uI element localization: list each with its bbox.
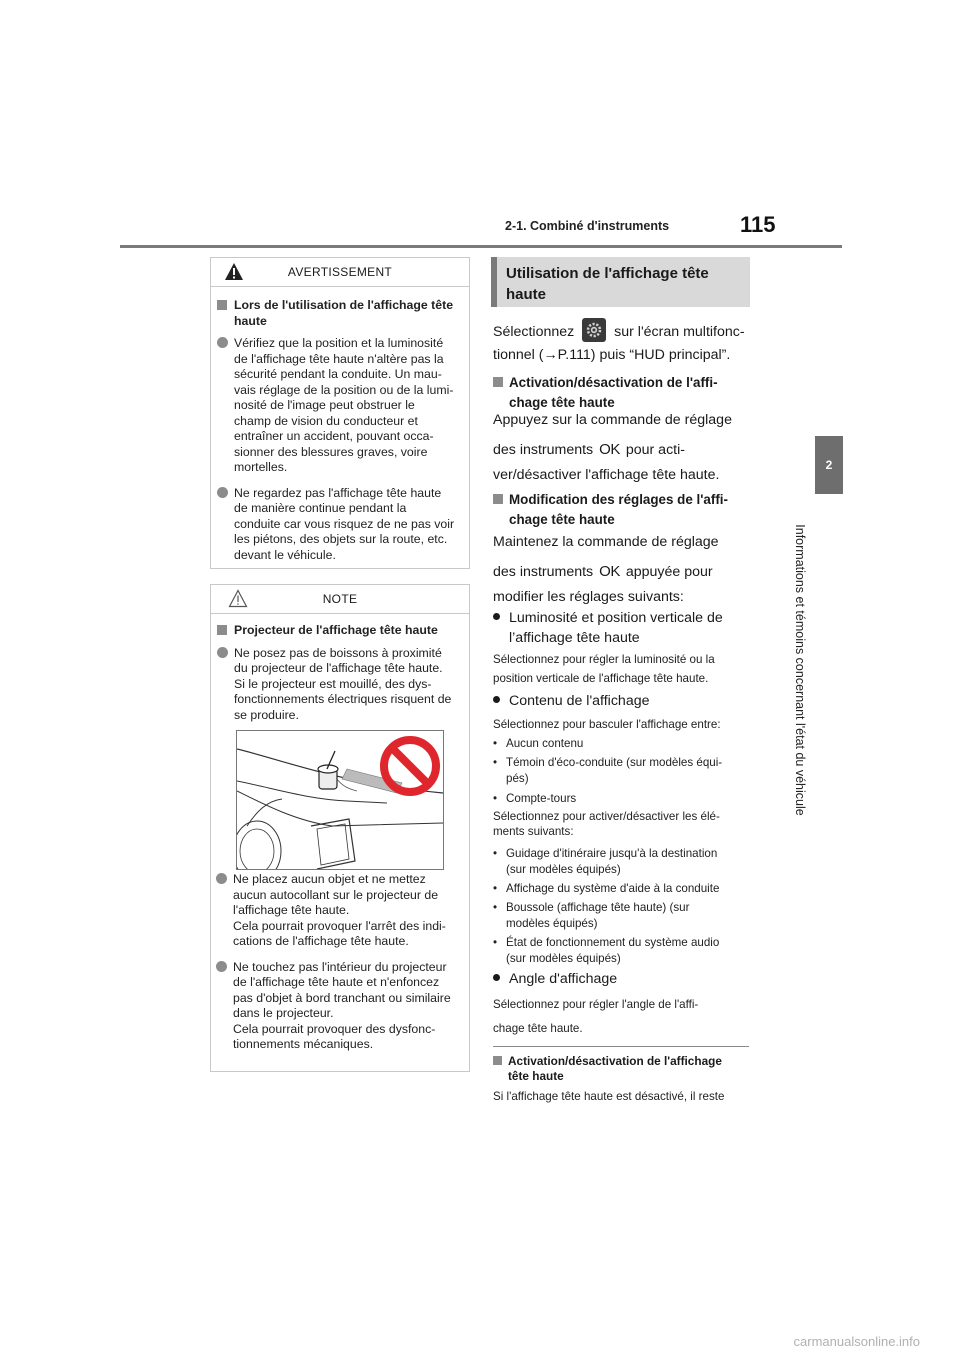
note-item: Ne touchez pas l'intérieur du projecteur de l'affichage tête haute et n'enfoncez pas d'objet à bord tranchant ou similaire dans le projecteur. Cela pourrait provoquer des dysfonc- tionnements mécaniques. <box>216 960 464 1053</box>
activation-text-3: ver/désactiver l'affichage tête haute. <box>493 467 720 483</box>
square-bullet-icon <box>493 377 503 387</box>
note-heading: Projecteur de l'affichage tête haute <box>217 623 463 639</box>
footer-watermark: carmanualsonline.info <box>793 1334 920 1349</box>
subheading-activation: Activation/désactivation de l'affi- chage tête haute <box>493 373 718 413</box>
option-brightness: Luminosité et position verticale de l’affichage tête haute <box>493 608 723 648</box>
content-bullet: • Affichage du système d'aide à la conduite <box>493 881 719 897</box>
square-bullet-icon <box>493 494 503 504</box>
warning-item: Ne regardez pas l'affichage tête haute de manière continue pendant la conduite car vous risquez de ne pas voir les piétons, des objets sur la route, etc. devant le véhicule. <box>217 486 463 564</box>
content-bullet: • Aucun contenu <box>493 736 583 752</box>
dot-bullet-icon <box>493 613 500 620</box>
content-bullet: • Boussole (affichage tête haute) (sur modèles équipés) <box>493 900 689 932</box>
dot-bullet-icon <box>493 696 500 703</box>
ok-button-icon: OK <box>599 441 620 458</box>
warning-box-title: AVERTISSEMENT <box>287 265 393 279</box>
round-bullet-icon <box>217 487 228 498</box>
note-box-header <box>211 585 469 614</box>
option-angle-text: Sélectionnez pour régler l'angle de l'affi- chage tête haute. <box>493 998 699 1035</box>
option-brightness-text: Sélectionnez pour régler la luminosité ou la position verticale de l'affichage tête haute. <box>493 653 715 685</box>
modification-text-3: modifier les réglages suivants: <box>493 589 684 605</box>
round-bullet-icon <box>217 337 228 348</box>
no-drinks-near-projector-illustration <box>236 730 444 870</box>
note-item: Ne placez aucun objet et ne mettez aucun autocollant sur le projecteur de l'affichage tête haute. Cela pourrait provoquer l'arrêt des indi- cations de l'affichage tête haute. <box>216 872 464 950</box>
settings-gear-icon <box>582 318 606 342</box>
round-bullet-icon <box>216 873 227 884</box>
section-breadcrumb: 2-1. Combiné d'instruments <box>505 219 670 233</box>
warning-item: Vérifiez que la position et la luminosité de l'affichage tête haute n'altère pas la sécurité pendant la conduite. Un mau- vais réglage de la position ou de la lumi- nosité de l'image peut obstruer le champ de vision du conducteur et entraîner un accident, pouvant occa- sionner des blessures graves, voire mortelles. <box>217 336 463 476</box>
activation-text-1: Appuyez sur la commande de réglage <box>493 412 732 428</box>
note-item: Ne posez pas de boissons à proximité du projecteur de l'affichage tête haute. Si le projecteur est mouillé, des dys- fonctionnements électriques risquent de se produire. <box>217 646 463 724</box>
intro-line-2: tionnel (→P.111) puis “HUD principal”. <box>493 347 731 363</box>
note-text: Si l'affichage tête haute est désactivé, il reste <box>493 1090 725 1103</box>
section-title-bar <box>491 257 750 307</box>
content-bullet: • Compte-tours <box>493 791 576 807</box>
illustration-drawing <box>237 731 443 869</box>
round-bullet-icon <box>217 647 228 658</box>
chapter-tab[interactable]: 2 <box>815 436 843 494</box>
option-angle: Angle d'affichage <box>493 969 617 989</box>
option-content: Contenu de l'affichage <box>493 691 650 711</box>
warning-box <box>210 257 470 569</box>
round-bullet-icon <box>216 961 227 972</box>
square-bullet-icon <box>217 625 227 635</box>
activation-text-2: des instruments OK pour acti- <box>493 436 685 464</box>
header-divider <box>120 245 842 248</box>
subheading-modification: Modification des réglages de l'affi- chage tête haute <box>493 490 728 530</box>
square-bullet-icon <box>493 1056 502 1065</box>
section-title: Utilisation de l'affichage tête haute <box>506 265 709 303</box>
content-bullet: • Guidage d'itinéraire jusqu'à la destination (sur modèles équipés) <box>493 846 717 878</box>
note-box-lower <box>216 872 464 1053</box>
warning-box-header <box>211 258 469 287</box>
ok-button-icon: OK <box>599 563 620 580</box>
option-content-text-2: Sélectionnez pour activer/désactiver les élé- ments suivants: <box>493 810 720 838</box>
square-bullet-icon <box>217 300 227 310</box>
modification-text-1: Maintenez la commande de réglage <box>493 534 719 550</box>
dot-bullet-icon <box>493 974 500 981</box>
chapter-title-vertical <box>790 500 810 840</box>
content-bullet: • État de fonctionnement du système audio (sur modèles équipés) <box>493 935 719 967</box>
chapter-title-text: Informations et témoins concernant l'état du véhicule <box>793 524 807 816</box>
intro-line-1: Sélectionnez sur l'écran multifonc- <box>493 318 745 346</box>
note-separator <box>493 1046 749 1047</box>
note-heading-activation: Activation/désactivation de l'affichage tête haute <box>493 1054 722 1084</box>
content-bullet: • Témoin d'éco-conduite (sur modèles équi- pés) <box>493 755 722 787</box>
modification-text-2: des instruments OK appuyée pour <box>493 558 713 586</box>
option-content-text: Sélectionnez pour basculer l'affichage entre: <box>493 718 721 731</box>
warning-heading: Lors de l'utilisation de l'affichage tête haute <box>217 298 463 329</box>
note-box-title: NOTE <box>322 592 358 606</box>
section-title-accent <box>491 257 497 307</box>
page-number: 115 <box>740 212 776 237</box>
